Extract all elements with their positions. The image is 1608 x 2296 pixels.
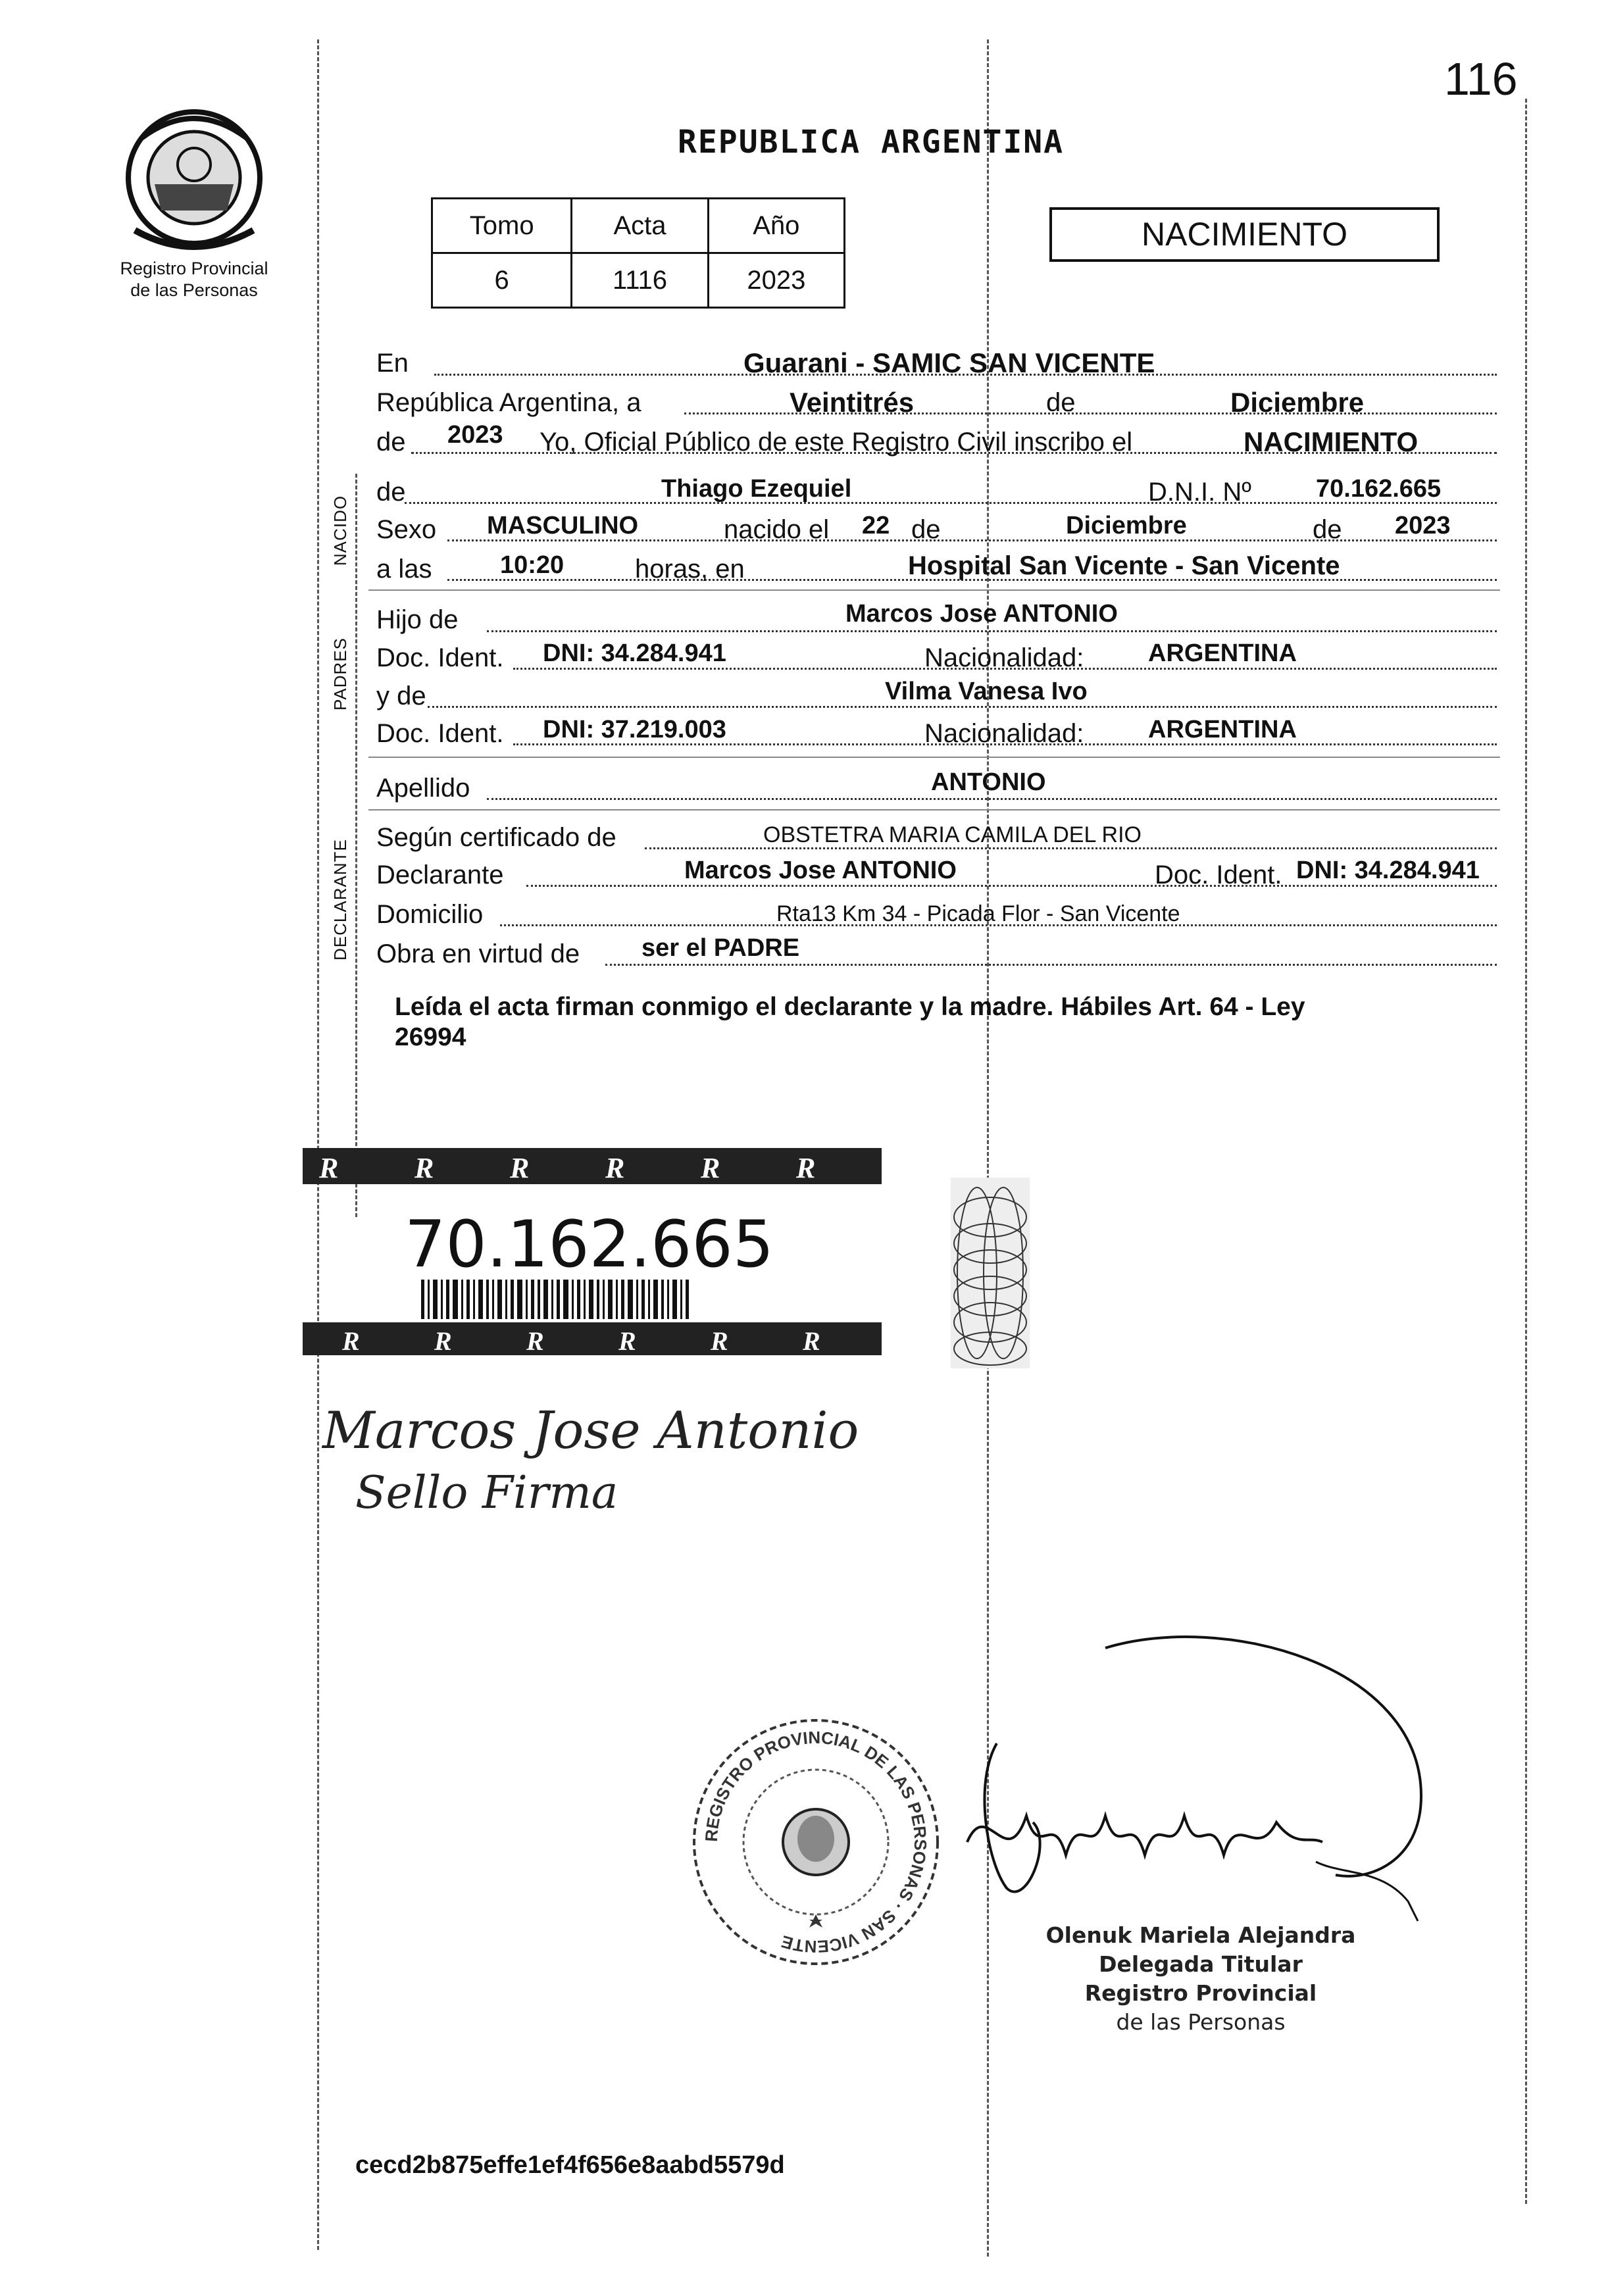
table-header-tomo: Tomo [432,199,572,253]
security-sticker [303,1132,895,1375]
label-nacionalidad-padre: Nacionalidad: [924,643,1084,672]
value-dia-nac: 22 [862,512,890,539]
value-padre: Marcos Jose ANTONIO [845,600,1118,628]
act-type-label: NACIMIENTO [1142,216,1347,253]
row-line-15 [605,964,1497,966]
label-doc-ident-padre: Doc. Ident. [376,643,504,672]
value-tipo: NACIMIENTO [1244,426,1419,457]
row-line-7 [487,630,1497,632]
svg-text:R: R [796,1152,816,1184]
registry-table [431,197,845,309]
table-value-acta: 1116 [572,253,708,308]
section-separator-2 [368,757,1500,758]
closing-text-line-1: Leída el acta firman conmigo el declarante y la madre. Hábiles Art. 64 - Ley [395,993,1305,1021]
handwritten-signature-declarante: Marcos Jose Antonio [322,1401,859,1460]
label-en: En [376,349,409,378]
label-apellido: Apellido [376,774,470,803]
signer-org-1: Registro Provincial [1084,1980,1317,2006]
svg-text:R: R [605,1152,625,1184]
value-declarante-doc: DNI: 34.284.941 [1296,857,1480,884]
value-sexo: MASCULINO [487,512,639,539]
row-line-9 [428,706,1497,708]
label-de-nombre: de [376,478,406,507]
label-yo: Yo, Oficial Público de este Registro Civil inscribo el [540,428,1133,457]
svg-text:R: R [526,1326,544,1356]
signer-org-2: de las Personas [1116,2009,1286,2035]
label-nacionalidad-madre: Nacionalidad: [924,719,1084,748]
svg-text:R: R [342,1326,360,1356]
right-margin-line [1525,99,1527,2204]
svg-text:R: R [618,1326,636,1356]
section-separator-1 [368,589,1500,591]
value-obra: ser el PADRE [641,934,800,962]
table-value-tomo: 6 [432,253,572,308]
value-lugar: Guarani - SAMIC SAN VICENTE [743,347,1155,378]
value-madre-nac: ARGENTINA [1148,716,1297,743]
page-number: 116 [1444,53,1518,105]
logo-caption-line-1: Registro Provincial [120,259,268,278]
label-obra: Obra en virtud de [376,939,580,968]
svg-text:R: R [434,1326,452,1356]
value-madre: Vilma Vanesa Ivo [885,678,1088,705]
label-hijo-de: Hijo de [376,605,459,634]
table-value-anio: 2023 [708,253,844,308]
label-declarante: Declarante [376,861,504,889]
document-hash: cecd2b875effe1ef4f656e8aabd5579d [355,2151,785,2179]
label-dni: D.N.I. Nº [1148,478,1251,507]
svg-text:R: R [701,1152,720,1184]
value-dni: 70.162.665 [1316,475,1442,503]
value-madre-doc: DNI: 37.219.003 [543,716,726,743]
label-a-las: a las [376,555,432,584]
signer-stamp [1036,1921,1365,2037]
table-header-anio: Año [708,199,844,253]
value-padre-nac: ARGENTINA [1148,639,1297,667]
label-doc-ident-madre: Doc. Ident. [376,719,504,748]
value-lugar-nac: Hospital San Vicente - San Vicente [908,551,1340,580]
label-de-anio-nac: de [1313,515,1342,544]
section-label-padres: PADRES [330,637,350,711]
row-line-13 [526,885,1497,887]
signer-role: Delegada Titular [1099,1951,1303,1977]
section-divider-line [355,474,357,1217]
sticker-number: 70.162.665 [405,1207,774,1282]
closing-text-line-2: 26994 [395,1023,466,1051]
row-line-11 [487,798,1497,800]
official-signature [947,1625,1447,1967]
label-segun: Según certificado de [376,823,616,852]
label-doc-ident-declarante: Doc. Ident. [1155,861,1282,889]
value-mes-nac: Diciembre [1066,512,1187,539]
svg-text:R: R [510,1152,530,1184]
svg-text:R: R [415,1152,434,1184]
svg-text:R: R [319,1152,339,1184]
label-de-anio: de [376,428,406,457]
guilloche-security-mark [951,1178,1030,1368]
value-dia-registro: Veintitrés [790,387,915,418]
logo-caption [105,258,283,301]
closing-text [395,992,1305,1053]
label-nacido-el: nacido el [724,515,830,544]
label-y-de: y de [376,682,426,711]
value-declarante: Marcos Jose ANTONIO [684,857,957,884]
label-horas-en: horas, en [635,555,745,584]
table-header-acta: Acta [572,199,708,253]
value-anio-registro: 2023 [447,421,503,449]
value-hora: 10:20 [500,551,565,579]
act-type-box [1049,207,1440,262]
official-round-stamp [684,1710,947,1974]
label-de-mes: de [1046,388,1076,417]
svg-text:R: R [711,1326,728,1356]
value-certificado: OBSTETRA MARIA CAMILA DEL RIO [763,822,1142,847]
value-mes-registro: Diciembre [1230,387,1365,418]
svg-text:R: R [803,1326,820,1356]
value-nombre: Thiago Ezequiel [661,475,852,503]
label-domicilio: Domicilio [376,900,484,929]
value-padre-doc: DNI: 34.284.941 [543,639,726,667]
province-seal-logo [115,105,273,263]
label-republica: República Argentina, a [376,388,641,417]
handwritten-sello-firma: Sello Firma [355,1467,618,1519]
value-anio-nac: 2023 [1395,512,1451,539]
section-label-nacido: NACIDO [330,495,350,566]
value-domicilio: Rta13 Km 34 - Picada Flor - San Vicente [776,901,1180,926]
logo-caption-line-2: de las Personas [130,280,258,300]
signer-name: Olenuk Mariela Alejandra [1045,1922,1356,1948]
section-separator-3 [368,809,1500,811]
label-sexo: Sexo [376,515,437,544]
stamp-ring-text: REGISTRO PROVINCIAL DE LAS PERSONAS · SAN VICENTE [701,1727,931,1957]
section-label-declarante: DECLARANTE [330,839,350,961]
country-title: REPUBLICA ARGENTINA [678,124,1065,161]
value-apellido: ANTONIO [931,768,1046,796]
label-de-mes-nac: de [911,515,941,544]
